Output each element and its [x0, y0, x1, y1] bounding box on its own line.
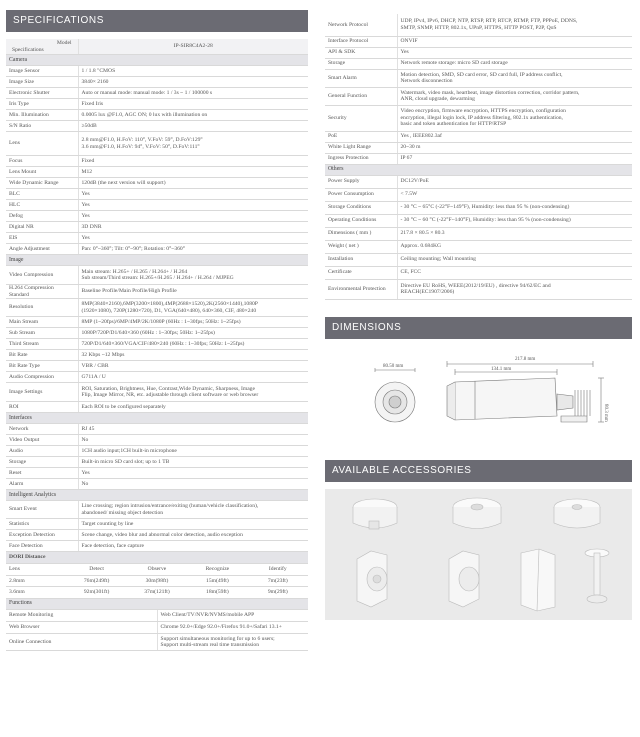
junction-box-1	[353, 499, 397, 529]
spec-key: HLC	[6, 200, 78, 211]
spec-value: Baseline Profile/Main Profile/High Profile	[78, 285, 308, 299]
category-row-image	[6, 255, 308, 266]
specifications-label: Specifications	[12, 46, 44, 53]
spec-row-operating-conditions	[325, 214, 632, 227]
dori-row	[6, 587, 308, 599]
dori-header-observe: Observe	[127, 564, 187, 576]
spec-row-exception-detection	[6, 530, 308, 541]
spec-value: Scene change, video blur and abnormal color detection, audio exception	[78, 530, 308, 541]
spec-value: 1CH audio input;1CH built-in microphone	[78, 446, 308, 457]
spec-key: Iris Type	[6, 99, 78, 110]
spec-value: Each ROI to be configured separately	[78, 402, 308, 413]
category-label: Functions	[6, 599, 308, 610]
spec-value: Yes	[78, 233, 308, 244]
spec-row-s-n-ratio	[6, 121, 308, 132]
spec-key: Web Browser	[6, 622, 157, 634]
spec-value: Yes	[78, 189, 308, 200]
spec-row-interface-protocol	[325, 36, 632, 47]
side-view-body	[455, 378, 557, 420]
dori-header-recognize: Recognize	[187, 564, 247, 576]
spec-value: ROI, Saturation, Brightness, Hue, Contrast,Wide Dynamic, Sharpness, Image Flip, Image Mirror, NR, etc. adjustable through client software or web browser	[78, 383, 308, 402]
spec-value: Web Client/TV/NVR/NVMS/mobile APP	[157, 610, 308, 622]
dimensions-drawing	[325, 346, 632, 440]
spec-key: Network Protocol	[325, 14, 397, 36]
spec-key: Weight ( net )	[325, 240, 397, 253]
spec-key: Certificate	[325, 266, 397, 279]
spec-row-statistics	[6, 519, 308, 530]
spec-row-third-stream	[6, 339, 308, 350]
spec-value: RJ 45	[78, 424, 308, 435]
dori-cell: 7m(23ft)	[248, 575, 308, 587]
spec-key: Storage Conditions	[325, 201, 397, 214]
spec-row-storage	[6, 457, 308, 468]
spec-row-alarm	[6, 479, 308, 490]
spec-row-electronic-shutter	[6, 88, 308, 99]
spec-value: Yes , IEEE802.3af	[397, 131, 632, 142]
spec-value: 32 Kbps ~12 Mbps	[78, 350, 308, 361]
spec-row-wide-dynamic-range	[6, 178, 308, 189]
spec-key: Lens	[6, 132, 78, 156]
pendant-mount	[585, 549, 609, 603]
dori-cell: 3.6mm	[6, 587, 66, 599]
spec-value: M12	[78, 167, 308, 178]
spec-row-power-supply	[325, 175, 632, 188]
dori-row	[6, 575, 308, 587]
spec-key: Min. Illumination	[6, 110, 78, 121]
spec-row-power-consumption	[325, 188, 632, 201]
spec-key: Defog	[6, 211, 78, 222]
spec-key: Storage	[325, 58, 397, 69]
spec-key: Security	[325, 105, 397, 131]
spec-key: Sub Stream	[6, 328, 78, 339]
spec-value: Built-in micro SD card slot; up to 1 TB	[78, 457, 308, 468]
spec-value: Approx. 0.684KG	[397, 240, 632, 253]
dori-cell: 37m(121ft)	[127, 587, 187, 599]
spec-value: Motion detection, SMD, SD card error, SD card full, IP address conflict, Network disconnection	[397, 69, 632, 87]
spec-key: PoE	[325, 131, 397, 142]
spec-row-audio-compression	[6, 372, 308, 383]
spec-key: Focus	[6, 156, 78, 167]
spec-key: Statistics	[6, 519, 78, 530]
spec-key: Resolution	[6, 299, 78, 317]
accessories-header: AVAILABLE ACCESSORIES	[325, 460, 632, 482]
spec-value: ≥50dB	[78, 121, 308, 132]
spec-row-certificate	[325, 266, 632, 279]
category-label: Camera	[6, 55, 308, 66]
spec-key: S/N Ratio	[6, 121, 78, 132]
spec-key: Angle Adjustment	[6, 244, 78, 255]
spec-key: Bit Rate Type	[6, 361, 78, 372]
spec-key: Digital NR	[6, 222, 78, 233]
spec-key: Power Supply	[325, 175, 397, 188]
spec-value: No	[78, 435, 308, 446]
spec-row-audio	[6, 446, 308, 457]
spec-value: UDP, IPv4, IPv6, DHCP, NTP, RTSP, RTP, RTCP, RTMP, FTP, PPPoE, DDNS, SMTP, SNMP, HTTP, 802.1x, UPnP, HTTPS, HTTP POST, P2P, QoS	[397, 14, 632, 36]
spec-row-bit-rate-type	[6, 361, 308, 372]
spec-row-network	[6, 424, 308, 435]
spec-row-face-detection	[6, 541, 308, 552]
spec-value: 2.8 mm@F1.0, H.FoV: 110°, V.FoV: 59°, D.FoV:129° 3.6 mm@F1.0, H.FoV: 94°, V.FoV: 50°, D.FoV:111°	[78, 132, 308, 156]
spec-value: - 30 °C ~ 65°C (-22°F~149°F), Humidity: less than 95 % (non-condensing)	[397, 201, 632, 214]
dimensions-header: DIMENSIONS	[325, 317, 632, 339]
spec-key: Video Compression	[6, 266, 78, 285]
spec-key: Wide Dynamic Range	[6, 178, 78, 189]
spec-row-lens-mount	[6, 167, 308, 178]
accessories-panel	[325, 489, 632, 620]
spec-key: Reset	[6, 468, 78, 479]
spec-row-bit-rate	[6, 350, 308, 361]
spec-key: ROI	[6, 402, 78, 413]
spec-value: 0.0005 lux @F1.0, AGC ON; 0 lux with illumination on	[78, 110, 308, 121]
spec-key: Dimensions ( mm )	[325, 227, 397, 240]
spec-row-roi	[6, 402, 308, 413]
junction-box-2	[453, 498, 501, 529]
spec-value: Line crossing; region intrusion/entrance/exiting (human/vehicle classification), abandoned/ missing object detection	[78, 501, 308, 519]
dori-header-lens: Lens	[6, 564, 66, 576]
spec-key: White Light Range	[325, 142, 397, 153]
spec-row-poe	[325, 131, 632, 142]
spec-value: Directive EU RoHS, WEEE(2012/19/EU) , directive 94/62/EC and REACH(EC1907/2006)	[397, 279, 632, 299]
spec-key: General Function	[325, 87, 397, 105]
spec-row-white-light-range	[325, 142, 632, 153]
spec-value: < 7.5W	[397, 188, 632, 201]
spec-row-dimensions-mm	[325, 227, 632, 240]
spec-key: Remote Monitoring	[6, 610, 157, 622]
spec-key: Alarm	[6, 479, 78, 490]
spec-row-focus	[6, 156, 308, 167]
dori-cell: 2.8mm	[6, 575, 66, 587]
dori-cell: 15m(49ft)	[187, 575, 247, 587]
spec-row-ingress-protection	[325, 153, 632, 164]
spec-value: Pan: 0°~360°; Tilt: 0°~90°; Rotation: 0°~360°	[78, 244, 308, 255]
spec-key: Image Sensor	[6, 66, 78, 77]
spec-value: Fixed Iris	[78, 99, 308, 110]
spec-value: Network remote storage: micro SD card storage	[397, 58, 632, 69]
dori-table	[6, 552, 308, 599]
spec-key: Third Stream	[6, 339, 78, 350]
spec-key: Main Stream	[6, 317, 78, 328]
spec-row-min-illumination	[6, 110, 308, 121]
spec-key: Audio	[6, 446, 78, 457]
spec-row-storage	[325, 58, 632, 69]
spec-row-online-connection	[6, 634, 308, 651]
spec-value: Main stream: H.265+ / H.265 / H.264+ / H.264 Sub stream/Third stream: H.265+/H.265 / H.264+ / H.264 / MJPEG	[78, 266, 308, 285]
spec-row-remote-monitoring	[6, 610, 308, 622]
wall-mount-1	[357, 551, 387, 607]
spec-key: Image Settings	[6, 383, 78, 402]
spec-row-storage-conditions	[325, 201, 632, 214]
dori-header-row	[6, 564, 308, 576]
spec-value: Yes	[78, 200, 308, 211]
category-label: Interfaces	[6, 413, 308, 424]
spec-row-general-function	[325, 87, 632, 105]
dori-cell: 30m(98ft)	[127, 575, 187, 587]
spec-value: No	[78, 479, 308, 490]
height-label: 80.3 mm	[603, 403, 608, 422]
specifications-header: SPECIFICATIONS	[6, 10, 308, 32]
dori-cell: 76m(249ft)	[66, 575, 126, 587]
spec-value: Target counting by line	[78, 519, 308, 530]
spec-value: Yes	[397, 47, 632, 58]
category-label: Image	[6, 255, 308, 266]
spec-key: Environmental Protection	[325, 279, 397, 299]
spec-value: Fixed	[78, 156, 308, 167]
corner-mount	[521, 549, 555, 611]
spec-key: Ingress Protection	[325, 153, 397, 164]
spec-row-api-sdk	[325, 47, 632, 58]
spec-row-main-stream	[6, 317, 308, 328]
spec-table-right	[325, 14, 632, 300]
spec-row-smart-event	[6, 501, 308, 519]
dori-cell: 18m(59ft)	[187, 587, 247, 599]
spec-value: 720P/D1/640×360/VGA/CIF/480×240 (60Hz : 1~30fps; 50Hz: 1~25fps)	[78, 339, 308, 350]
spec-row-digital-nr	[6, 222, 308, 233]
spec-value: 217.8 × 80.5 × 80.3	[397, 227, 632, 240]
spec-key: Installation	[325, 253, 397, 266]
functions-table	[6, 599, 308, 652]
spec-value: CE, FCC	[397, 266, 632, 279]
spec-key: Exception Detection	[6, 530, 78, 541]
spec-value: G711A / U	[78, 372, 308, 383]
left-column	[6, 10, 308, 651]
camera-dimension-drawing	[325, 346, 632, 440]
spec-row-video-compression	[6, 266, 308, 285]
spec-value: 120dB (the next version will support)	[78, 178, 308, 189]
spec-key: Video Output	[6, 435, 78, 446]
body-length-label: 134.1 mm	[491, 366, 512, 372]
spec-value: Video encryption, firmware encryption, HTTPS encryption, configuration encryption, illegal login lock, IP address filtering, 802.1x authentication, basic and token authentication for HTTP/RTSP	[397, 105, 632, 131]
spec-row-video-output	[6, 435, 308, 446]
category-label: Intelligent Analytics	[6, 490, 308, 501]
right-column	[325, 14, 632, 620]
spec-key: Smart Event	[6, 501, 78, 519]
spec-key: Storage	[6, 457, 78, 468]
spec-key: Operating Conditions	[325, 214, 397, 227]
spec-value: Chrome 92.0+/Edge 92.0+/Firefox 91.0+/Safari 13.1+	[157, 622, 308, 634]
spec-row-weight-net	[325, 240, 632, 253]
spec-value: Face detection, face capture	[78, 541, 308, 552]
spec-row-image-settings	[6, 383, 308, 402]
category-label: Others	[325, 164, 632, 175]
category-row-others	[325, 164, 632, 175]
spec-value: Yes	[78, 211, 308, 222]
spec-value: DC12V/PoE	[397, 175, 632, 188]
spec-value: 3840× 2160	[78, 77, 308, 88]
dori-cell: 92m(301ft)	[66, 587, 126, 599]
spec-value: 8MP(3840×2160),6MP(3200×1800),4MP(2688×1520),2K(2560×1440),1080P (1920×1080), 720P(1280×720), D1, VGA(640×480), 640×360, CIF, 480×240	[78, 299, 308, 317]
spec-value: ONVIF	[397, 36, 632, 47]
spec-row-blc	[6, 189, 308, 200]
category-row-interfaces	[6, 413, 308, 424]
dori-header-detect: Detect	[66, 564, 126, 576]
spec-value: - 30 °C ~ 60 °C (-22°F~140°F), Humidity: less than 95 % (non-condensing)	[397, 214, 632, 227]
spec-key: Electronic Shutter	[6, 88, 78, 99]
spec-row-angle-adjustment	[6, 244, 308, 255]
spec-row-smart-alarm	[325, 69, 632, 87]
spec-row-resolution	[6, 299, 308, 317]
spec-key: Audio Compression	[6, 372, 78, 383]
spec-value: Watermark, video mask, heartbeat, image distortion correction, corridor pattern, ANR, cloud upgrade, dewarming	[397, 87, 632, 105]
spec-key: Interface Protocol	[325, 36, 397, 47]
dori-cell: 9m(29ft)	[248, 587, 308, 599]
category-row-functions	[6, 599, 308, 610]
spec-key: EIS	[6, 233, 78, 244]
spec-value: 8MP (1~20fps)/6MP/4MP/2K/1080P (60Hz : 1~30fps; 50Hz: 1~25fps)	[78, 317, 308, 328]
spec-value: VBR / CBR	[78, 361, 308, 372]
spec-value: Ceiling mounting; Wall mounting	[397, 253, 632, 266]
spec-key: Power Consumption	[325, 188, 397, 201]
spec-row-network-protocol	[325, 14, 632, 36]
spec-key: Smart Alarm	[325, 69, 397, 87]
model-label: Model	[56, 40, 72, 46]
spec-key: Face Detection	[6, 541, 78, 552]
spec-row-iris-type	[6, 99, 308, 110]
spec-row-defog	[6, 211, 308, 222]
model-value: IP-SIR8C4A2-28	[78, 39, 308, 55]
heatsink-fins	[575, 390, 590, 416]
spec-value: 3D DNR	[78, 222, 308, 233]
spec-row-reset	[6, 468, 308, 479]
spec-value: 20~30 m	[397, 142, 632, 153]
spec-value: IP 67	[397, 153, 632, 164]
category-row-camera	[6, 55, 308, 66]
total-length-label: 217.8 mm	[515, 356, 536, 362]
spec-row-eis	[6, 233, 308, 244]
front-width-label: 80.50 mm	[383, 363, 404, 369]
spec-table	[6, 39, 308, 552]
spec-key: H.264 Compression Standard	[6, 285, 78, 299]
spec-row-security	[325, 105, 632, 131]
spec-row-sub-stream	[6, 328, 308, 339]
spec-row-h-264-compression-standard	[6, 285, 308, 299]
spec-key: Lens Mount	[6, 167, 78, 178]
spec-row-hlc	[6, 200, 308, 211]
spec-row-image-sensor	[6, 66, 308, 77]
spec-value: Auto or manual mode: manual mode: 1 / 3s ~ 1 / 100000 s	[78, 88, 308, 99]
spec-key: BLC	[6, 189, 78, 200]
dori-title-row	[6, 552, 308, 564]
spec-value: Support simultaneous monitoring for up to 6 users; Support multi-stream real time transmission	[157, 634, 308, 651]
spec-value: Yes	[78, 468, 308, 479]
spec-key: Online Connection	[6, 634, 157, 651]
model-row	[6, 39, 308, 55]
dori-title: DORI Distance	[6, 552, 308, 564]
spec-value: 1 / 1.8 "CMOS	[78, 66, 308, 77]
spec-key: Bit Rate	[6, 350, 78, 361]
junction-box-3	[554, 499, 600, 528]
category-row-intelligent-analytics	[6, 490, 308, 501]
spec-key: Image Size	[6, 77, 78, 88]
spec-row-image-size	[6, 77, 308, 88]
spec-row-lens	[6, 132, 308, 156]
spec-row-installation	[325, 253, 632, 266]
accessories-images	[325, 489, 632, 620]
spec-row-web-browser	[6, 622, 308, 634]
wall-mount-2	[449, 551, 479, 607]
spec-row-environmental-protection	[325, 279, 632, 299]
spec-key: API & SDK	[325, 47, 397, 58]
dori-header-identify: Identify	[248, 564, 308, 576]
spec-key: Network	[6, 424, 78, 435]
spec-value: 1080P/720P/D1/640×360 (60Hz : 1~30fps; 50Hz: 1~25fps)	[78, 328, 308, 339]
